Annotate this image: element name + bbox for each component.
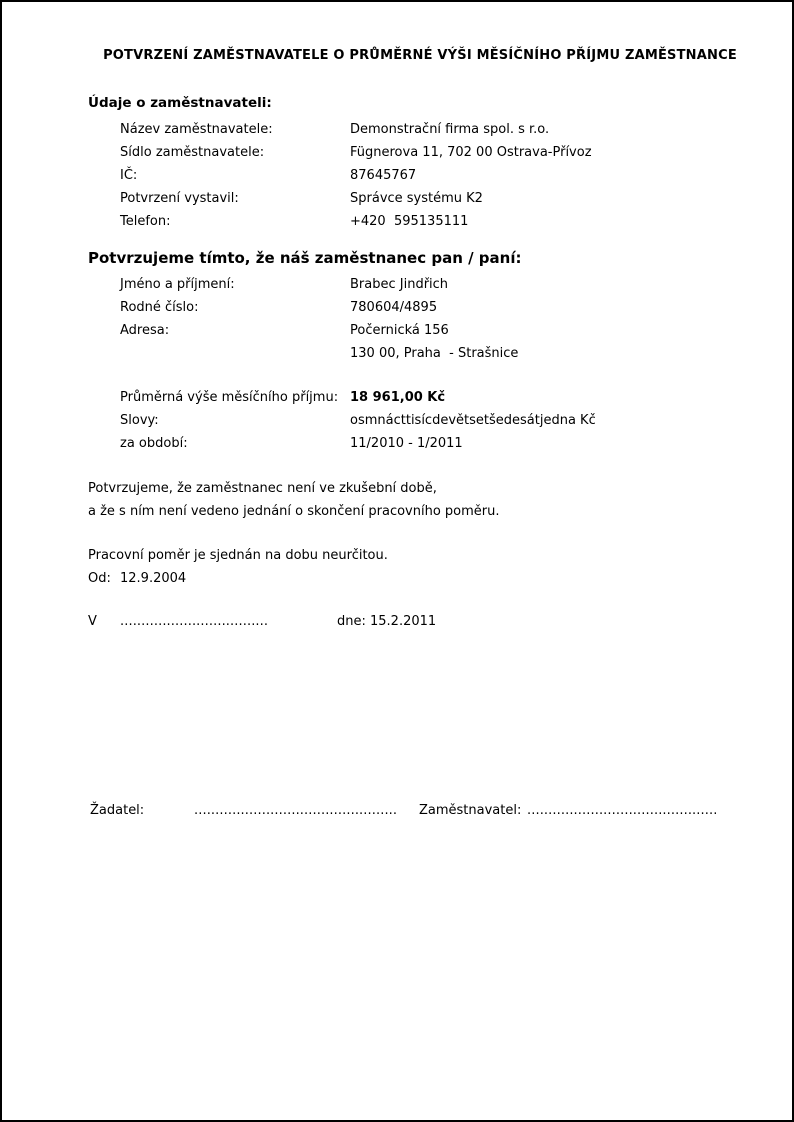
- field-label: Rodné číslo:: [120, 300, 199, 315]
- probation-statement-line2: a že s ním není vedeno jednání o skončení pracovního poměru.: [88, 504, 500, 519]
- field-label: Potvrzení vystavil:: [120, 191, 239, 206]
- field-label: Telefon:: [120, 214, 171, 229]
- place-and-date-row: [88, 614, 752, 637]
- contract-statement-line: Pracovní poměr je sjednán na dobu neurčitou.: [88, 548, 388, 563]
- employer-row-phone: [88, 210, 752, 233]
- field-label: IČ:: [120, 168, 138, 183]
- from-label: Od:: [88, 571, 111, 586]
- field-value: Demonstrační firma spol. s r.o.: [350, 122, 550, 137]
- employee-section-heading: Potvrzujeme tímto, že náš zaměstnanec pan / paní:: [88, 249, 522, 267]
- income-row-words: [88, 409, 752, 432]
- field-value: +420 595135111: [350, 214, 469, 229]
- contract-statement: [88, 544, 752, 590]
- place-label: V: [88, 614, 97, 629]
- employer-section-heading: Údaje o zaměstnavateli:: [88, 95, 272, 111]
- employer-signature-label: Zaměstnavatel:: [419, 803, 522, 818]
- employer-rows: [88, 118, 752, 233]
- field-value: Brabec Jindřich: [350, 277, 449, 292]
- issue-date-text: dne: 15.2.2011: [337, 614, 437, 629]
- place-dotted-line: ...................................: [120, 614, 269, 629]
- income-row-period: [88, 432, 752, 455]
- document-title: POTVRZENÍ ZAMĚSTNAVATELE O PRŮMĚRNÉ VÝŠI MĚSÍČNÍHO PŘÍJMU ZAMĚSTNANCE: [103, 48, 737, 63]
- employee-rows: [88, 273, 752, 365]
- field-value: Fügnerova 11, 702 00 Ostrava-Přívoz: [350, 145, 592, 160]
- field-value: osmnácttisícdevětsetšedesátjedna Kč: [350, 413, 596, 428]
- employer-row-ic: [88, 164, 752, 187]
- average-income-value: 18 961,00 Kč: [350, 390, 446, 405]
- field-label: Průměrná výše měsíčního příjmu:: [120, 390, 339, 405]
- employee-row-address-line2: [88, 342, 752, 365]
- employment-from-row: [88, 567, 752, 590]
- field-value: 11/2010 - 1/2011: [350, 436, 463, 451]
- employee-row-birth-number: [88, 296, 752, 319]
- income-rows: [88, 386, 752, 455]
- probation-statement: [88, 477, 752, 523]
- field-value: Počernická 156: [350, 323, 449, 338]
- field-label: Název zaměstnavatele:: [120, 122, 273, 137]
- field-label: Jméno a příjmení:: [120, 277, 235, 292]
- field-label: Slovy:: [120, 413, 159, 428]
- applicant-signature-line: ................................................: [194, 803, 398, 818]
- signatures-row: [90, 803, 717, 826]
- document-content: [2, 48, 792, 637]
- field-value: 87645767: [350, 168, 417, 183]
- employee-row-name: [88, 273, 752, 296]
- applicant-signature-label: Žadatel:: [90, 803, 145, 818]
- employer-signature-line: .............................................: [527, 803, 717, 818]
- employee-row-address-line1: [88, 319, 752, 342]
- probation-statement-line1: Potvrzujeme, že zaměstnanec není ve zkušební době,: [88, 481, 437, 496]
- field-value: Správce systému K2: [350, 191, 483, 206]
- income-row-average: [88, 386, 752, 409]
- field-value: 780604/4895: [350, 300, 438, 315]
- employer-row-name: [88, 118, 752, 141]
- field-label: Adresa:: [120, 323, 170, 338]
- employer-row-address: [88, 141, 752, 164]
- field-label: Sídlo zaměstnavatele:: [120, 145, 265, 160]
- from-date-value: 12.9.2004: [120, 571, 187, 586]
- field-value: 130 00, Praha - Strašnice: [350, 346, 519, 361]
- field-label: za období:: [120, 436, 188, 451]
- employer-row-issued-by: [88, 187, 752, 210]
